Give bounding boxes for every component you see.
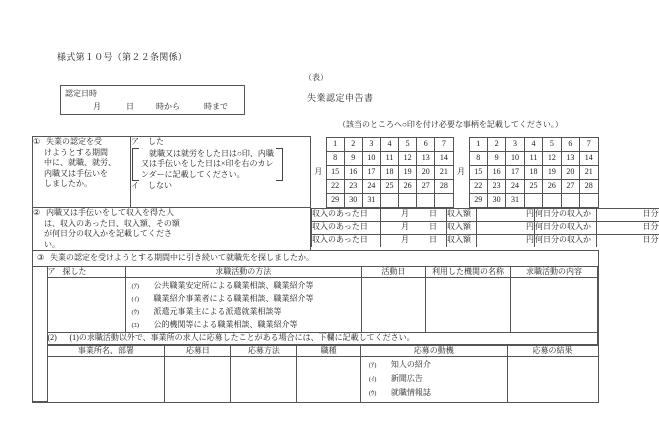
calendar-week-row [326, 193, 453, 207]
question-2-number: ② [33, 208, 41, 217]
q1-yes-mark: ア [131, 137, 139, 146]
col-header-motive: 応募の動機 [360, 345, 507, 356]
income-days-label-0: 何日分の収入か [535, 208, 597, 221]
motive-mark: (ｲ) [368, 375, 377, 383]
calendar-day-empty [435, 193, 453, 207]
calendar-day-cell[interactable]: 26 [399, 179, 417, 193]
question-1-answers[interactable] [131, 137, 311, 208]
calendar-day-cell[interactable]: 15 [326, 165, 344, 179]
calendar-day-cell[interactable]: 14 [435, 151, 453, 165]
calendar-day-cell[interactable]: 16 [487, 165, 505, 179]
calendar-week-row [469, 137, 598, 151]
income-date-input-0[interactable] [381, 208, 447, 221]
q1-answer-yes[interactable] [131, 137, 310, 148]
method-mark: (ｱ) [131, 282, 140, 290]
calendar-2-month-label: 月 [457, 166, 465, 176]
calendar-day-cell[interactable]: 3 [506, 137, 524, 151]
method-option-2[interactable] [126, 305, 362, 318]
calendar-day-cell[interactable]: 6 [561, 137, 579, 151]
apply-method-input[interactable] [231, 356, 297, 402]
income-days-input-2[interactable]: 日分 [597, 234, 659, 247]
searched-label: 探した [62, 266, 87, 276]
income-month-label: 月 [401, 208, 409, 218]
motive-mark: (ｳ) [368, 389, 377, 397]
certification-datetime-label: 認定日時 [65, 89, 97, 98]
motive-label: 就職情報誌 [390, 387, 431, 397]
col-header-office: 事業所名、部署 [48, 345, 165, 356]
method-option-0[interactable] [126, 279, 362, 292]
q1-bracket-note [132, 148, 310, 182]
result-input[interactable] [507, 356, 597, 402]
calendar-day-cell[interactable]: 23 [344, 179, 362, 193]
calendar-day-cell[interactable]: 11 [524, 151, 542, 165]
calendar-day-empty [417, 193, 435, 207]
methods-left-blank [47, 278, 125, 333]
calendar-day-cell[interactable]: 10 [362, 151, 380, 165]
calendar-day-cell[interactable]: 12 [399, 151, 417, 165]
methods-row [33, 278, 598, 333]
income-date-label-0: 収入のあった日 [312, 208, 381, 221]
methods-list[interactable] [125, 278, 362, 333]
cert-to-label: 時まで [204, 102, 228, 111]
calendar-day-empty [399, 193, 417, 207]
calendar-day-cell[interactable]: 31 [362, 193, 380, 207]
calendar-day-cell[interactable]: 1 [469, 137, 487, 151]
bracket-left-icon [132, 148, 139, 182]
q1-line-4: しましたか。 [44, 179, 92, 189]
calendar-day-cell[interactable]: 30 [487, 193, 505, 207]
income-days-input-0[interactable]: 日分 [597, 208, 659, 221]
q2-line-3: い。 [44, 239, 60, 249]
income-days-label-2: 何日分の収入か [535, 234, 597, 247]
motive-label: 知人の紹介 [390, 359, 431, 369]
motive-option-1[interactable] [361, 372, 507, 386]
calendar-day-cell[interactable]: 18 [524, 165, 542, 179]
question-1-number: ① [33, 137, 41, 146]
side-label: （表） [304, 73, 328, 82]
calendar-day-cell[interactable]: 8 [326, 151, 344, 165]
income-amount-input-0[interactable]: 円 [477, 208, 535, 221]
income-date-input-1[interactable] [381, 221, 447, 234]
method-label: 公共職業安定所による職業相談、職業紹介等 [153, 281, 314, 291]
calendar-day-cell[interactable]: 14 [580, 151, 598, 165]
calendar-week-row [326, 137, 453, 151]
income-days-label-1: 何日分の収入か [535, 221, 597, 234]
income-table [311, 208, 659, 247]
searched-mark: ア [47, 266, 56, 276]
searched-option[interactable] [47, 266, 125, 277]
calendar-day-cell[interactable]: 25 [380, 179, 398, 193]
col-header-organization: 利用した機関の名称 [426, 266, 511, 277]
col-header-content: 求職活動の内容 [511, 266, 598, 277]
calendar-week-row [326, 151, 453, 165]
instruction-note: （該当のところへ○印を付け必要な事柄を記載してください。） [338, 120, 563, 129]
calendar-day-cell[interactable]: 31 [506, 193, 524, 207]
income-date-label-1: 収入のあった日 [312, 221, 381, 234]
cert-day-label: 日 [126, 102, 134, 111]
question-2-text [33, 208, 311, 251]
calendar-day-cell[interactable]: 5 [543, 137, 561, 151]
motive-mark: (ｱ) [368, 361, 377, 369]
calendar-week-row [326, 165, 453, 179]
col-header-apply-date: 応募日 [165, 345, 231, 356]
part2-row [33, 333, 598, 344]
bracket-right-icon [276, 148, 283, 182]
col-header-method: 求職活動の方法 [125, 266, 362, 277]
income-date-label-2: 収入のあった日 [312, 234, 381, 247]
q2-line-2: が何日分の収入かを記載してくださ [44, 229, 172, 239]
calendar-day-cell[interactable]: 4 [524, 137, 542, 151]
job-type-input[interactable] [297, 356, 361, 402]
calendar-day-empty [561, 193, 579, 207]
calendar-day-cell[interactable]: 13 [561, 151, 579, 165]
income-amount-label-0: 収入額 [447, 208, 477, 221]
motive-option-2[interactable] [361, 386, 507, 400]
income-amount-label-1: 収入額 [447, 221, 477, 234]
q1-no-mark: イ [131, 181, 139, 191]
calendar-day-cell[interactable]: 8 [469, 151, 487, 165]
method-mark: (ｴ) [131, 321, 140, 329]
method-option-3[interactable] [126, 318, 362, 331]
calendar-day-cell[interactable]: 18 [380, 165, 398, 179]
question-2-income-table-host [311, 208, 659, 251]
calendar-day-cell[interactable]: 16 [344, 165, 362, 179]
method-mark: (ｳ) [131, 308, 140, 316]
calendar-day-cell[interactable]: 21 [580, 165, 598, 179]
method-mark: (ｲ) [131, 295, 140, 303]
method-label: 派遣元事業主による派遣就業相談等 [153, 307, 282, 317]
document-title: 失業認定申告書 [307, 93, 374, 103]
q2-line-0: 内職又は手伝いをして収入を得た人 [46, 208, 174, 217]
col-header-apply-method: 応募方法 [231, 345, 297, 356]
calendar-2[interactable] [469, 137, 599, 208]
calendar-day-cell[interactable]: 22 [326, 179, 344, 193]
calendar-day-cell[interactable]: 3 [362, 137, 380, 151]
calendar-day-cell[interactable]: 10 [506, 151, 524, 165]
question-1-text [33, 137, 131, 208]
question-3-cell [33, 251, 599, 403]
income-day-label: 日 [429, 208, 437, 218]
calendar-day-cell[interactable]: 2 [344, 137, 362, 151]
question-3-heading [33, 251, 598, 266]
apply-date-input[interactable] [165, 356, 231, 402]
q1-bracket-line-1: 又は手伝いをした日は×印を右のカレ [141, 159, 274, 169]
calendar-day-cell[interactable]: 21 [435, 165, 453, 179]
q1-line-0: 失業の認定を受 [46, 137, 102, 146]
spacer-col [33, 266, 47, 402]
q1-yes-label: した [148, 137, 164, 146]
calendar-day-cell[interactable]: 27 [561, 179, 579, 193]
apply-table-host [47, 344, 598, 402]
calendar-week-row [469, 193, 598, 207]
activity-date-input[interactable] [362, 278, 426, 333]
calendar-day-empty [580, 193, 598, 207]
application-header-row [48, 345, 598, 356]
calendar-day-cell[interactable]: 24 [362, 179, 380, 193]
question-1-row [33, 137, 599, 208]
application-table [48, 345, 598, 402]
calendar-week-row [469, 179, 598, 193]
question-3-row [33, 251, 599, 403]
q1-line-3: 内職又は手伝いを [44, 168, 108, 178]
calendar-day-cell[interactable]: 4 [380, 137, 398, 151]
motive-option-0[interactable] [361, 358, 507, 372]
q2-line-1: は、収入のあった日、収入額、その額 [44, 218, 180, 228]
calendar-day-cell[interactable]: 2 [487, 137, 505, 151]
certification-datetime-box [60, 85, 245, 115]
calendar-1-month-label: 月 [314, 166, 323, 176]
col-header-activity-date: 活動日 [362, 266, 426, 277]
q1-bracket-line-0: 就職又は就労をした日は○印、内職 [149, 148, 274, 158]
col-header-job-type: 職種 [297, 345, 361, 356]
form-number: 様式第１０号（第２２条関係） [57, 52, 188, 62]
calendar-week-row [469, 165, 598, 179]
question-3-number: ③ [37, 253, 45, 263]
calendar-day-cell[interactable]: 7 [580, 137, 598, 151]
calendar-week-row [469, 151, 598, 165]
calendar-day-cell[interactable]: 5 [399, 137, 417, 151]
calendar-day-cell[interactable]: 23 [487, 179, 505, 193]
calendar-day-cell[interactable]: 29 [326, 193, 344, 207]
income-date-input-2[interactable] [381, 234, 447, 247]
calendar-day-cell[interactable]: 25 [524, 179, 542, 193]
income-days-input-1[interactable]: 日分 [597, 221, 659, 234]
job-search-table [33, 266, 598, 403]
calendar-day-cell[interactable]: 17 [362, 165, 380, 179]
q1-no-label: しない [148, 181, 172, 191]
main-form-table [32, 136, 659, 403]
income-row [312, 221, 659, 234]
income-amount-input-1[interactable]: 円 [477, 221, 535, 234]
application-entry-row [48, 356, 598, 402]
motive-options[interactable] [360, 356, 507, 402]
calendar-day-cell[interactable]: 11 [380, 151, 398, 165]
calendar-day-cell[interactable]: 9 [344, 151, 362, 165]
calendar-day-cell[interactable]: 29 [469, 193, 487, 207]
calendar-day-cell[interactable]: 17 [506, 165, 524, 179]
income-amount-input-2[interactable]: 円 [477, 234, 535, 247]
calendar-day-empty [524, 193, 542, 207]
calendar-day-empty [380, 193, 398, 207]
apply-table-row [33, 344, 598, 402]
q1-bracket-text [139, 148, 276, 182]
question-3-text: 失業の認定を受けようとする期間中に引き続いて就職先を探しましたか。 [50, 253, 314, 263]
method-label: 職業紹介事業者による職業相談、職業紹介等 [153, 294, 314, 304]
calendar-day-cell[interactable]: 20 [417, 165, 435, 179]
calendar-day-cell[interactable]: 28 [580, 179, 598, 193]
calendar-day-cell[interactable]: 20 [561, 165, 579, 179]
cert-from-label: 時から [156, 102, 180, 111]
calendar-1[interactable] [326, 137, 454, 208]
job-search-header-row [33, 266, 598, 277]
part2-note [47, 333, 598, 344]
calendar-day-cell[interactable]: 27 [417, 179, 435, 193]
method-option-1[interactable] [126, 292, 362, 305]
calendar-week-row [326, 179, 453, 193]
method-label: 公的機関等による職業相談、職業紹介等 [153, 320, 298, 330]
part2-text: (1)の求職活動以外で、事業所の求人に応募したことがある場合には、下欄に記載してください。 [69, 333, 415, 343]
calendar-day-cell[interactable]: 26 [543, 179, 561, 193]
q1-line-1: けようとする期間 [44, 147, 108, 157]
calendar-day-empty [543, 193, 561, 207]
q1-line-2: 中に、就職、就労、 [44, 158, 116, 168]
income-row [312, 234, 659, 247]
income-row [312, 208, 659, 221]
col-header-result: 応募の結果 [507, 345, 597, 356]
calendar-day-cell[interactable]: 12 [543, 151, 561, 165]
part2-number: (2) [47, 333, 57, 343]
question-2-row [33, 208, 599, 251]
office-input[interactable] [48, 356, 165, 402]
calendar-1-grid[interactable] [326, 137, 454, 208]
calendar-day-cell[interactable]: 22 [469, 179, 487, 193]
calendar-day-cell[interactable]: 6 [417, 137, 435, 151]
calendar-day-cell[interactable]: 7 [435, 137, 453, 151]
organization-input[interactable] [426, 278, 511, 333]
calendar-day-cell[interactable]: 24 [506, 179, 524, 193]
motive-label: 新聞広告 [390, 373, 423, 383]
calendar-day-cell[interactable]: 1 [326, 137, 344, 151]
calendar-day-cell[interactable]: 19 [543, 165, 561, 179]
calendar-day-cell[interactable]: 15 [469, 165, 487, 179]
calendar-day-cell[interactable]: 9 [487, 151, 505, 165]
calendar-day-cell[interactable]: 28 [435, 179, 453, 193]
income-month-label: 月 [401, 221, 409, 231]
content-input[interactable] [511, 278, 598, 333]
income-day-label: 日 [429, 234, 437, 244]
income-day-label: 日 [429, 221, 437, 231]
cert-month-label: 月 [93, 102, 101, 111]
calendar-2-grid[interactable] [469, 137, 599, 208]
calendar-day-cell[interactable]: 19 [399, 165, 417, 179]
income-amount-label-2: 収入額 [447, 234, 477, 247]
income-month-label: 月 [401, 234, 409, 244]
q1-answer-no[interactable] [131, 181, 310, 192]
calendar-day-cell[interactable]: 13 [417, 151, 435, 165]
q1-bracket-line-2: ンダーに記載してください。 [141, 169, 245, 179]
calendar-day-cell[interactable]: 30 [344, 193, 362, 207]
